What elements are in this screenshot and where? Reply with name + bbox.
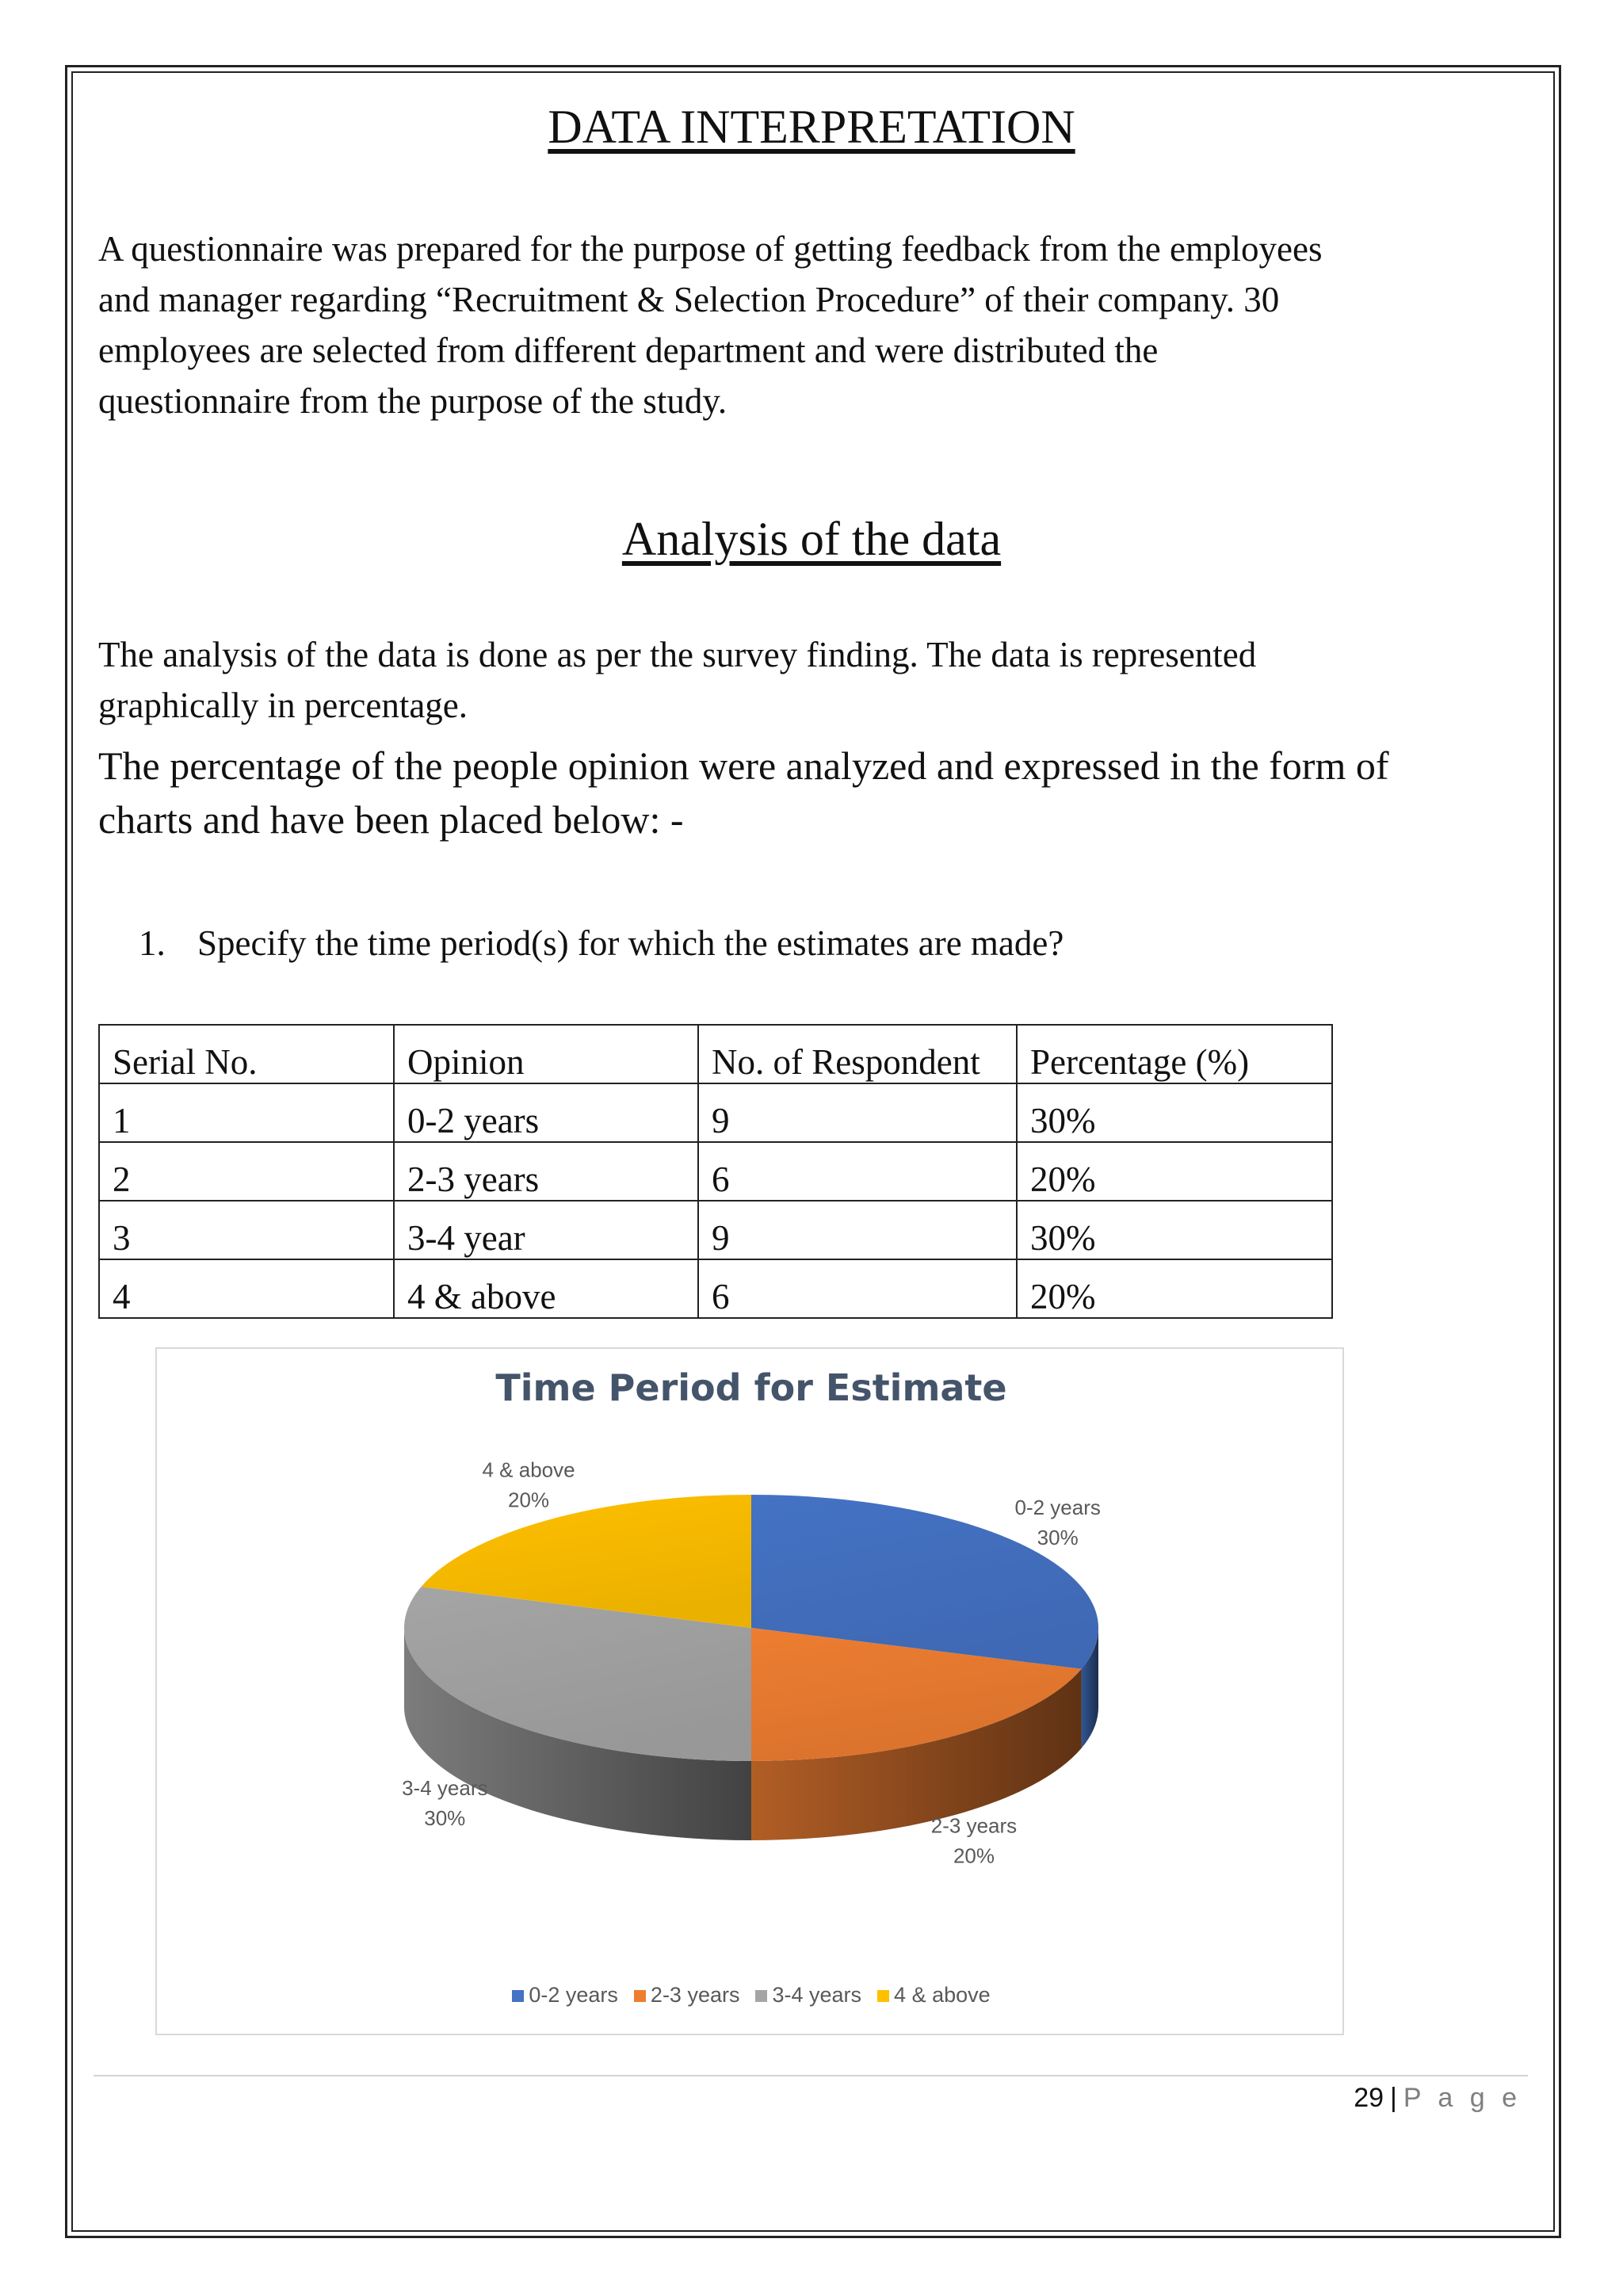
section-subtitle: Analysis of the data	[621, 513, 1002, 565]
pie-label-category: 0-2 years	[1014, 1496, 1101, 1520]
table-row	[99, 1201, 1332, 1259]
footer-separator: |	[1390, 2083, 1397, 2113]
intro-paragraph	[98, 223, 1445, 426]
question-text: Specify the time period(s) for which the estimates are made?	[197, 923, 1064, 963]
pie-label-category: 3-4 years	[402, 1775, 488, 1800]
table-cell: 6	[698, 1142, 1017, 1201]
page-word: P a g e	[1403, 2083, 1522, 2113]
legend-swatch	[755, 1990, 767, 2002]
opinion-line: charts and have been placed below: -	[98, 797, 684, 842]
table-cell: 20%	[1017, 1142, 1332, 1201]
legend-item	[755, 1983, 861, 2008]
table-cell: 3-4 year	[394, 1201, 698, 1259]
legend-item	[512, 1983, 618, 2008]
legend-label: 3-4 years	[772, 1983, 862, 2007]
table-cell: 1	[99, 1083, 394, 1142]
table-cell: 9	[698, 1201, 1017, 1259]
question-number: 1.	[139, 923, 166, 963]
table-row	[99, 1083, 1332, 1142]
table-cell: 9	[698, 1083, 1017, 1142]
intro-line: and manager regarding “Recruitment & Selection Procedure” of their company. 30	[98, 280, 1280, 319]
header-percentage: Percentage (%)	[1017, 1025, 1332, 1083]
legend-swatch	[512, 1990, 524, 2002]
page-footer	[1354, 2083, 1522, 2114]
table-cell: 20%	[1017, 1259, 1332, 1318]
legend-swatch	[634, 1990, 646, 2002]
pie-label-value: 20%	[953, 1843, 995, 1868]
footer-divider	[94, 2075, 1528, 2076]
pie-label-value: 30%	[424, 1805, 466, 1830]
legend-label: 4 & above	[894, 1983, 991, 2007]
header-respondents: No. of Respondent	[698, 1025, 1017, 1083]
opinion-line: The percentage of the people opinion were analyzed and expressed in the form of	[98, 743, 1389, 788]
header-opinion: Opinion	[394, 1025, 698, 1083]
table-cell: 6	[698, 1259, 1017, 1318]
page-number: 29	[1354, 2083, 1384, 2113]
respondent-table	[98, 1024, 1333, 1319]
pie-label-category: 4 & above	[482, 1457, 575, 1482]
analysis-paragraph	[98, 629, 1445, 731]
header-serial: Serial No.	[99, 1025, 394, 1083]
pie-label-value: 30%	[1037, 1526, 1079, 1550]
pie-slices	[404, 1495, 1098, 1761]
pie-label-value: 20%	[508, 1488, 550, 1512]
table-header-row	[99, 1025, 1332, 1083]
chart-title: Time Period for Estimate	[495, 1366, 1007, 1409]
legend-item	[877, 1983, 991, 2008]
table-cell: 4	[99, 1259, 394, 1318]
table-cell: 4 & above	[394, 1259, 698, 1318]
legend-item	[634, 1983, 740, 2008]
chart-legend	[157, 1983, 1346, 2008]
table-row	[99, 1259, 1332, 1318]
intro-line: employees are selected from different department and were distributed the	[98, 330, 1159, 370]
pie-chart	[155, 1347, 1344, 2035]
table-cell: 2	[99, 1142, 394, 1201]
table-cell: 2-3 years	[394, 1142, 698, 1201]
page-title: DATA INTERPRETATION	[548, 101, 1075, 153]
analysis-line: The analysis of the data is done as per the survey finding. The data is represented	[98, 635, 1257, 674]
table-cell: 0-2 years	[394, 1083, 698, 1142]
legend-label: 2-3 years	[650, 1983, 740, 2007]
intro-line: questionnaire from the purpose of the study.	[98, 381, 727, 421]
table-row	[99, 1142, 1332, 1201]
opinion-paragraph	[98, 739, 1445, 846]
pie-chart-svg	[157, 1349, 1346, 2037]
table-cell: 30%	[1017, 1201, 1332, 1259]
intro-line: A questionnaire was prepared for the purpose of getting feedback from the employees	[98, 229, 1323, 269]
analysis-line: graphically in percentage.	[98, 686, 468, 725]
legend-swatch	[877, 1990, 889, 2002]
legend-label: 0-2 years	[529, 1983, 618, 2007]
pie-label-category: 2-3 years	[930, 1813, 1018, 1838]
table-cell: 30%	[1017, 1083, 1332, 1142]
question-1	[139, 918, 1064, 968]
table-cell: 3	[99, 1201, 394, 1259]
